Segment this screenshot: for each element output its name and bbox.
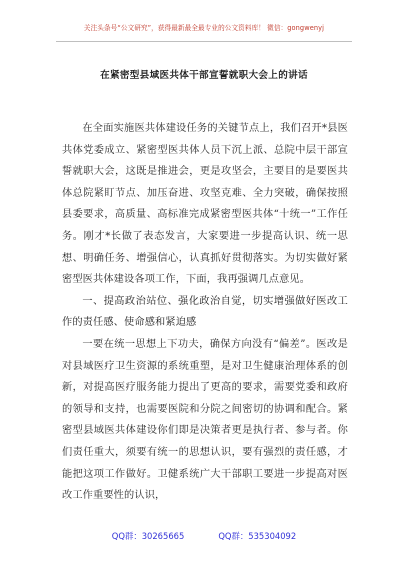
footer-qq-right: QQ群：535304092: [218, 531, 297, 541]
footer-qq-left: QQ群：30265665: [111, 531, 185, 541]
document-body: [62, 118, 348, 507]
footer-qq-groups: [0, 530, 408, 542]
header-notice: 关注头条号“公文研究”，获得最新最全最专业的公文资料库！ 微信：gongwenyj: [83, 24, 325, 32]
document-title: 在紧密型县域医共体干部宣誓就职大会上的讲话: [100, 70, 308, 81]
section-heading-1: 一、提高政治站位、强化政治自觉，切实增强做好医改工作的责任感、使命感和紧迫感: [62, 295, 348, 329]
header-divider: [56, 41, 352, 42]
body-paragraph-point-1: 一要在统一思想上下功夫，确保方向没有“偏差”。医改是对县域医疗卫生资源的系统重塑，是对卫生健康治理体系的创新，对提高医疗服务能力提出了更高的要求，需要党委和政府的领导和支持，也需要医院和分院之间密切的协调和配合。紧密型县域医共体建设你们即是决策者更是执行者、参与者。你们责任重大，须要有统一的思想认识，要有强烈的责任感，才能把这项工作做好。卫健系统广大干部职工要进一步提高对医改工作重要性的认识，: [62, 338, 348, 502]
body-paragraph-intro: 在全面实施医共体建设任务的关键节点上，我们召开*县医共体党委成立、紧密型医共体人员下沉上派、总院中层干部宣誓就职大会，这既是推进会，更是攻坚会，主要目的是要医共体总院紧盯节点、加压奋进、攻坚克难、全力突破，确保按照县委要求，高质量、高标准完成紧密型医共体“十统一”工作任务。刚才*长做了表态发言，大家要进一步提高认识、统一思想、明确任务、增强信心，认真抓好贯彻落实。为切实做好紧密型医共体建设各项工作，下面，我再强调几点意见。: [62, 123, 348, 286]
